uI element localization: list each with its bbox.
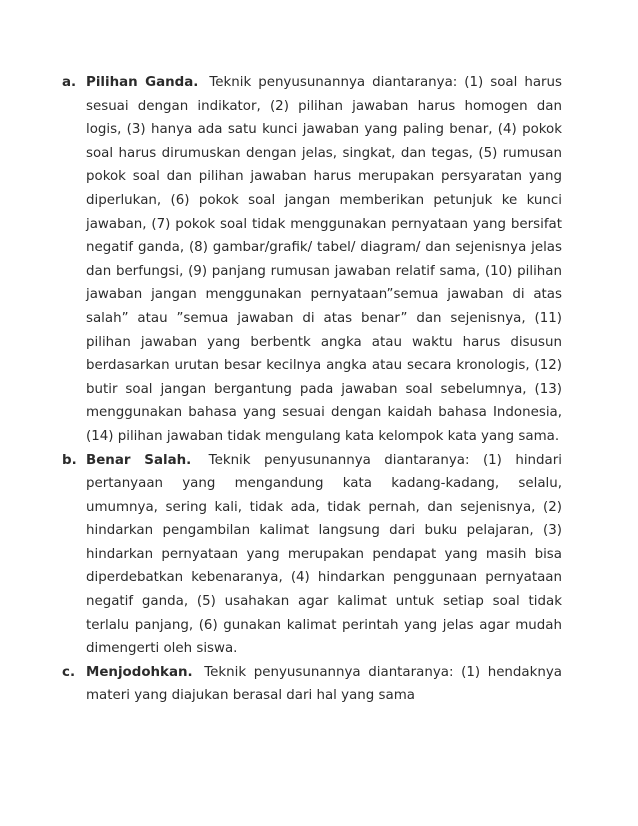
item-text: Teknik penyusunannya diantaranya: (1) hendaknya materi yang diajukan berasal dari hal yang sama xyxy=(86,664,562,704)
list-item-content xyxy=(74,661,562,708)
item-heading: Benar Salah. xyxy=(86,452,192,468)
item-heading: Menjodohkan. xyxy=(86,664,193,680)
item-text: Teknik penyusunannya diantaranya: (1) soal harus sesuai dengan indikator, (2) pilihan jawaban harus homogen dan logis, (3) hanya ada satu kunci jawaban yang paling benar, (4) pokok soal harus dirumuskan dengan jelas, singkat, dan tegas, (5) rumusan pokok soal dan pilihan jawaban harus merupakan persyaratan yang diperlukan, (6) pokok soal jangan memberikan petunjuk ke kunci jawaban, (7) pokok soal tidak menggunakan pernyataan yang bersifat negatif ganda, (8) gambar/grafik/ tabel/ diagram/ dan sejenisnya jelas dan berfungsi, (9) panjang rumusan jawaban relatif sama, (10) pilihan jawaban jangan menggunakan pernyataan”semua jawaban di atas salah” atau ”semua jawaban di atas benar” dan sejenisnya, (11) pilihan jawaban yang berbentk angka atau waktu harus disusun berdasarkan urutan besar kecilnya angka atau secara kronologis, (12) butir soal jangan bergantung pada jawaban soal sebelumnya, (13) menggunakan bahasa yang sesuai dengan kaidah bahasa Indonesia, (14) pilihan jawaban tidak mengulang kata kelompok kata yang sama. xyxy=(86,75,562,444)
document-page xyxy=(62,71,562,708)
list-item-benar-salah xyxy=(62,449,562,661)
list-item-content xyxy=(74,449,562,661)
list-marker: c. xyxy=(62,664,76,680)
list-item-content xyxy=(74,71,562,449)
list-marker: a. xyxy=(62,75,77,90)
list-item-pilihan-ganda xyxy=(62,71,562,449)
item-text: Teknik penyusunannya diantaranya: (1) hindari pertanyaan yang mengandung kata kadang-kadang, selalu, umumnya, sering kali, tidak ada, tidak pernah, dan sejenisnya, (2) hindarkan pengambilan kalimat langsung dari buku pelajaran, (3) hindarkan pernyataan yang merupakan pendapat yang masih bisa diperdebatkan kebenaranya, (4) hindarkan penggunaan pernyataan negatif ganda, (5) usahakan agar kalimat untuk setiap soal tidak terlalu panjang, (6) gunakan kalimat perintah yang jelas agar mudah dimengerti oleh siswa. xyxy=(86,452,562,657)
item-heading: Pilihan Ganda. xyxy=(86,75,199,90)
list-item-menjodohkan xyxy=(62,661,562,708)
list-marker: b. xyxy=(62,452,77,468)
